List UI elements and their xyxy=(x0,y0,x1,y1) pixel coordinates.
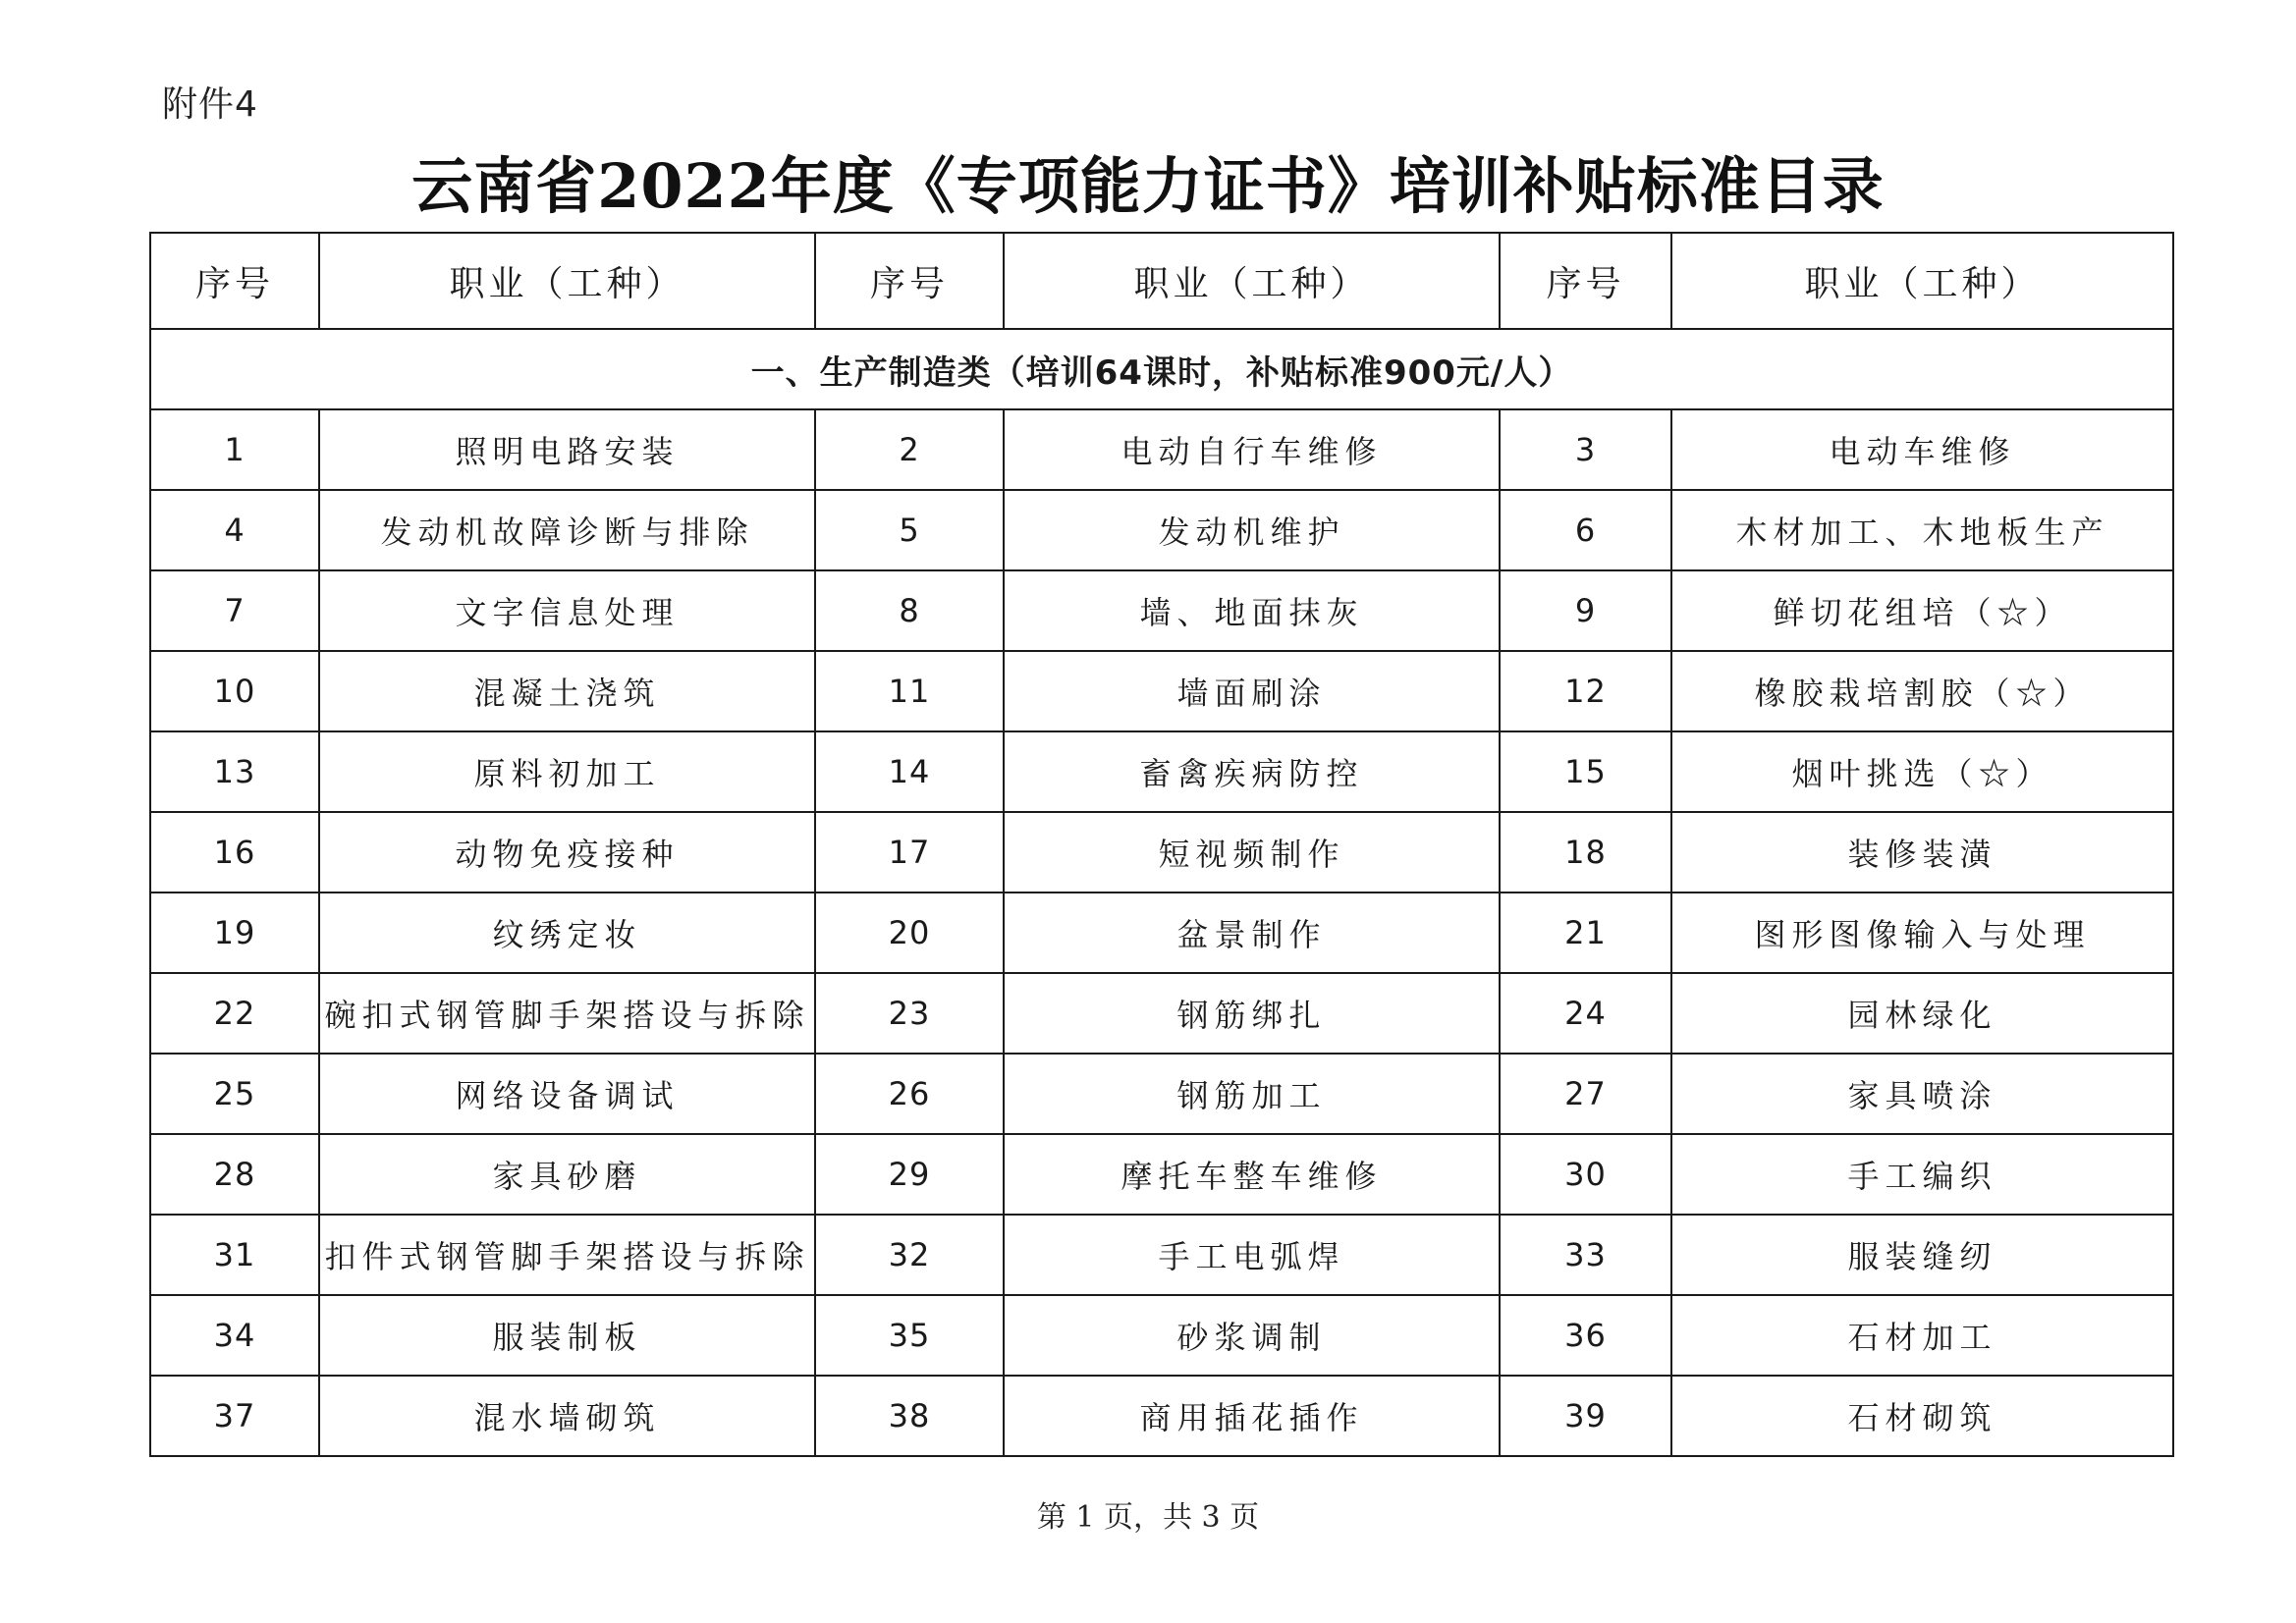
occupation-cell: 图形图像输入与处理 xyxy=(1671,893,2173,973)
serial-number-cell: 24 xyxy=(1500,973,1671,1054)
table-row xyxy=(150,1134,2173,1215)
occupation-cell: 石材加工 xyxy=(1671,1295,2173,1376)
occupation-cell: 照明电路安装 xyxy=(319,409,815,490)
occupation-cell: 家具喷涂 xyxy=(1671,1054,2173,1134)
serial-number-cell: 32 xyxy=(815,1215,1004,1295)
table-row xyxy=(150,893,2173,973)
column-header-occupation: 职业（工种） xyxy=(1004,233,1500,329)
column-header-serial: 序号 xyxy=(815,233,1004,329)
column-header-occupation: 职业（工种） xyxy=(319,233,815,329)
serial-number-cell: 1 xyxy=(150,409,319,490)
serial-number-cell: 17 xyxy=(815,812,1004,893)
serial-number-cell: 2 xyxy=(815,409,1004,490)
column-header-serial: 序号 xyxy=(150,233,319,329)
occupation-cell: 电动车维修 xyxy=(1671,409,2173,490)
serial-number-cell: 25 xyxy=(150,1054,319,1134)
occupation-cell: 园林绿化 xyxy=(1671,973,2173,1054)
occupation-cell: 装修装潢 xyxy=(1671,812,2173,893)
serial-number-cell: 39 xyxy=(1500,1376,1671,1456)
serial-number-cell: 28 xyxy=(150,1134,319,1215)
occupation-cell: 商用插花插作 xyxy=(1004,1376,1500,1456)
serial-number-cell: 29 xyxy=(815,1134,1004,1215)
page-footer: 第 1 页，共 3 页 xyxy=(1036,1500,1260,1535)
attachment-label: 附件4 xyxy=(162,84,258,125)
occupation-cell: 墙、地面抹灰 xyxy=(1004,570,1500,651)
section-row xyxy=(150,329,2173,409)
serial-number-cell: 6 xyxy=(1500,490,1671,570)
serial-number-cell: 11 xyxy=(815,651,1004,731)
table-row xyxy=(150,490,2173,570)
occupation-cell: 短视频制作 xyxy=(1004,812,1500,893)
table-row xyxy=(150,1295,2173,1376)
table-row xyxy=(150,570,2173,651)
occupation-cell: 发动机故障诊断与排除 xyxy=(319,490,815,570)
serial-number-cell: 19 xyxy=(150,893,319,973)
occupation-cell: 烟叶挑选（☆） xyxy=(1671,731,2173,812)
occupation-cell: 手工电弧焊 xyxy=(1004,1215,1500,1295)
occupation-cell: 钢筋加工 xyxy=(1004,1054,1500,1134)
serial-number-cell: 26 xyxy=(815,1054,1004,1134)
catalog-table xyxy=(149,232,2174,1457)
occupation-cell: 摩托车整车维修 xyxy=(1004,1134,1500,1215)
serial-number-cell: 13 xyxy=(150,731,319,812)
serial-number-cell: 14 xyxy=(815,731,1004,812)
serial-number-cell: 34 xyxy=(150,1295,319,1376)
serial-number-cell: 31 xyxy=(150,1215,319,1295)
serial-number-cell: 27 xyxy=(1500,1054,1671,1134)
serial-number-cell: 7 xyxy=(150,570,319,651)
occupation-cell: 钢筋绑扎 xyxy=(1004,973,1500,1054)
serial-number-cell: 36 xyxy=(1500,1295,1671,1376)
serial-number-cell: 18 xyxy=(1500,812,1671,893)
occupation-cell: 文字信息处理 xyxy=(319,570,815,651)
occupation-cell: 纹绣定妆 xyxy=(319,893,815,973)
serial-number-cell: 20 xyxy=(815,893,1004,973)
serial-number-cell: 15 xyxy=(1500,731,1671,812)
serial-number-cell: 4 xyxy=(150,490,319,570)
table-row xyxy=(150,1215,2173,1295)
occupation-cell: 橡胶栽培割胶（☆） xyxy=(1671,651,2173,731)
serial-number-cell: 8 xyxy=(815,570,1004,651)
occupation-cell: 鲜切花组培（☆） xyxy=(1671,570,2173,651)
table-row xyxy=(150,1376,2173,1456)
occupation-cell: 电动自行车维修 xyxy=(1004,409,1500,490)
serial-number-cell: 33 xyxy=(1500,1215,1671,1295)
table-row xyxy=(150,1054,2173,1134)
serial-number-cell: 12 xyxy=(1500,651,1671,731)
serial-number-cell: 38 xyxy=(815,1376,1004,1456)
occupation-cell: 墙面刷涂 xyxy=(1004,651,1500,731)
occupation-cell: 原料初加工 xyxy=(319,731,815,812)
occupation-cell: 混凝土浇筑 xyxy=(319,651,815,731)
table-row xyxy=(150,812,2173,893)
section-heading: 一、生产制造类（培训64课时，补贴标准900元/人） xyxy=(150,329,2173,409)
table-row xyxy=(150,731,2173,812)
occupation-cell: 手工编织 xyxy=(1671,1134,2173,1215)
table-row xyxy=(150,651,2173,731)
serial-number-cell: 37 xyxy=(150,1376,319,1456)
serial-number-cell: 5 xyxy=(815,490,1004,570)
serial-number-cell: 35 xyxy=(815,1295,1004,1376)
occupation-cell: 服装制板 xyxy=(319,1295,815,1376)
occupation-cell: 家具砂磨 xyxy=(319,1134,815,1215)
column-header-serial: 序号 xyxy=(1500,233,1671,329)
header-row xyxy=(150,233,2173,329)
occupation-cell: 发动机维护 xyxy=(1004,490,1500,570)
serial-number-cell: 30 xyxy=(1500,1134,1671,1215)
serial-number-cell: 22 xyxy=(150,973,319,1054)
occupation-cell: 石材砌筑 xyxy=(1671,1376,2173,1456)
table-row xyxy=(150,973,2173,1054)
occupation-cell: 畜禽疾病防控 xyxy=(1004,731,1500,812)
occupation-cell: 砂浆调制 xyxy=(1004,1295,1500,1376)
occupation-cell: 木材加工、木地板生产 xyxy=(1671,490,2173,570)
occupation-cell: 网络设备调试 xyxy=(319,1054,815,1134)
document-title: 云南省2022年度《专项能力证书》培训补贴标准目录 xyxy=(411,150,1885,222)
occupation-cell: 混水墙砌筑 xyxy=(319,1376,815,1456)
occupation-cell: 动物免疫接种 xyxy=(319,812,815,893)
occupation-cell: 盆景制作 xyxy=(1004,893,1500,973)
serial-number-cell: 3 xyxy=(1500,409,1671,490)
table-row xyxy=(150,409,2173,490)
serial-number-cell: 9 xyxy=(1500,570,1671,651)
occupation-cell: 碗扣式钢管脚手架搭设与拆除 xyxy=(319,973,815,1054)
serial-number-cell: 23 xyxy=(815,973,1004,1054)
serial-number-cell: 10 xyxy=(150,651,319,731)
serial-number-cell: 16 xyxy=(150,812,319,893)
occupation-cell: 服装缝纫 xyxy=(1671,1215,2173,1295)
serial-number-cell: 21 xyxy=(1500,893,1671,973)
occupation-cell: 扣件式钢管脚手架搭设与拆除 xyxy=(319,1215,815,1295)
column-header-occupation: 职业（工种） xyxy=(1671,233,2173,329)
